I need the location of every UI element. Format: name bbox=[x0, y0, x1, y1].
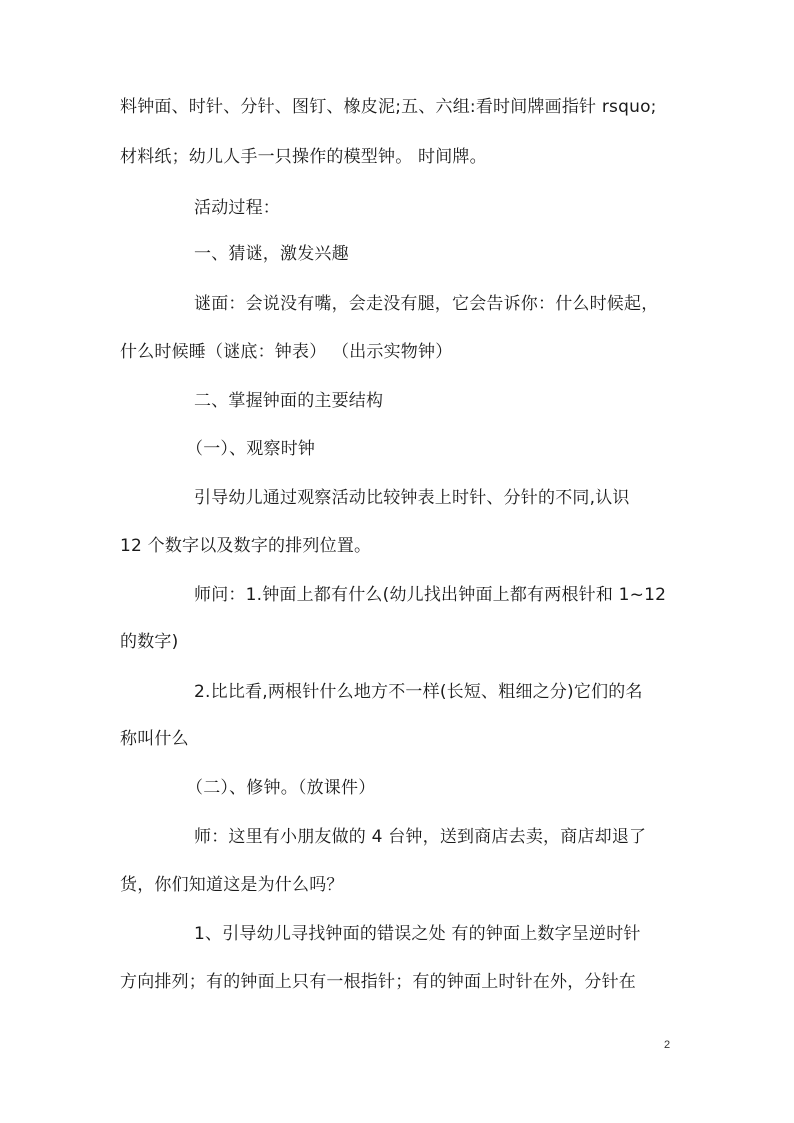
section-heading: 二、掌握钟面的主要结构 bbox=[194, 391, 384, 411]
subsection-heading: （一）、观察时钟 bbox=[186, 439, 316, 459]
subsection-heading: （二）、修钟。（放课件） bbox=[186, 778, 376, 798]
text-line: 谜面：会说没有嘴，会走没有腿，它会告诉你：什么时候起， bbox=[194, 294, 659, 314]
text-line: 引导幼儿通过观察活动比较钟表上时针、分针的不同,认识 bbox=[194, 488, 630, 508]
page-number: 2 bbox=[664, 1039, 671, 1051]
text-line: 什么时候睡（谜底：钟表） （出示实物钟） bbox=[120, 342, 453, 362]
text-line: 12 个数字以及数字的排列位置。 bbox=[120, 536, 372, 556]
text-line: 称叫什么 bbox=[120, 729, 189, 749]
text-line: 货，你们知道这是为什么吗？ bbox=[120, 875, 344, 895]
text-line: 1、引导幼儿寻找钟面的错误之处 有的钟面上数字呈逆时针 bbox=[194, 924, 641, 944]
text-line: 师问：1.钟面上都有什么(幼儿找出钟面上都有两根针和 1~12 bbox=[194, 585, 667, 605]
text-line: 材料纸；幼儿人手一只操作的模型钟。 时间牌。 bbox=[120, 147, 487, 167]
text-line: 师：这里有小朋友做的 4 台钟，送到商店去卖，商店却退了 bbox=[194, 827, 647, 847]
text-line: 的数字) bbox=[120, 632, 179, 652]
section-heading: 一、猜谜，激发兴趣 bbox=[194, 244, 349, 264]
text-line: 料钟面、时针、分针、图钉、橡皮泥;五、六组:看时间牌画指针 rsquo; bbox=[120, 97, 657, 117]
text-line: 2.比比看,两根针什么地方不一样(长短、粗细之分)它们的名 bbox=[194, 682, 643, 702]
section-heading: 活动过程： bbox=[194, 198, 280, 218]
text-line: 方向排列；有的钟面上只有一根指针；有的钟面上时针在外，分针在 bbox=[120, 972, 636, 992]
